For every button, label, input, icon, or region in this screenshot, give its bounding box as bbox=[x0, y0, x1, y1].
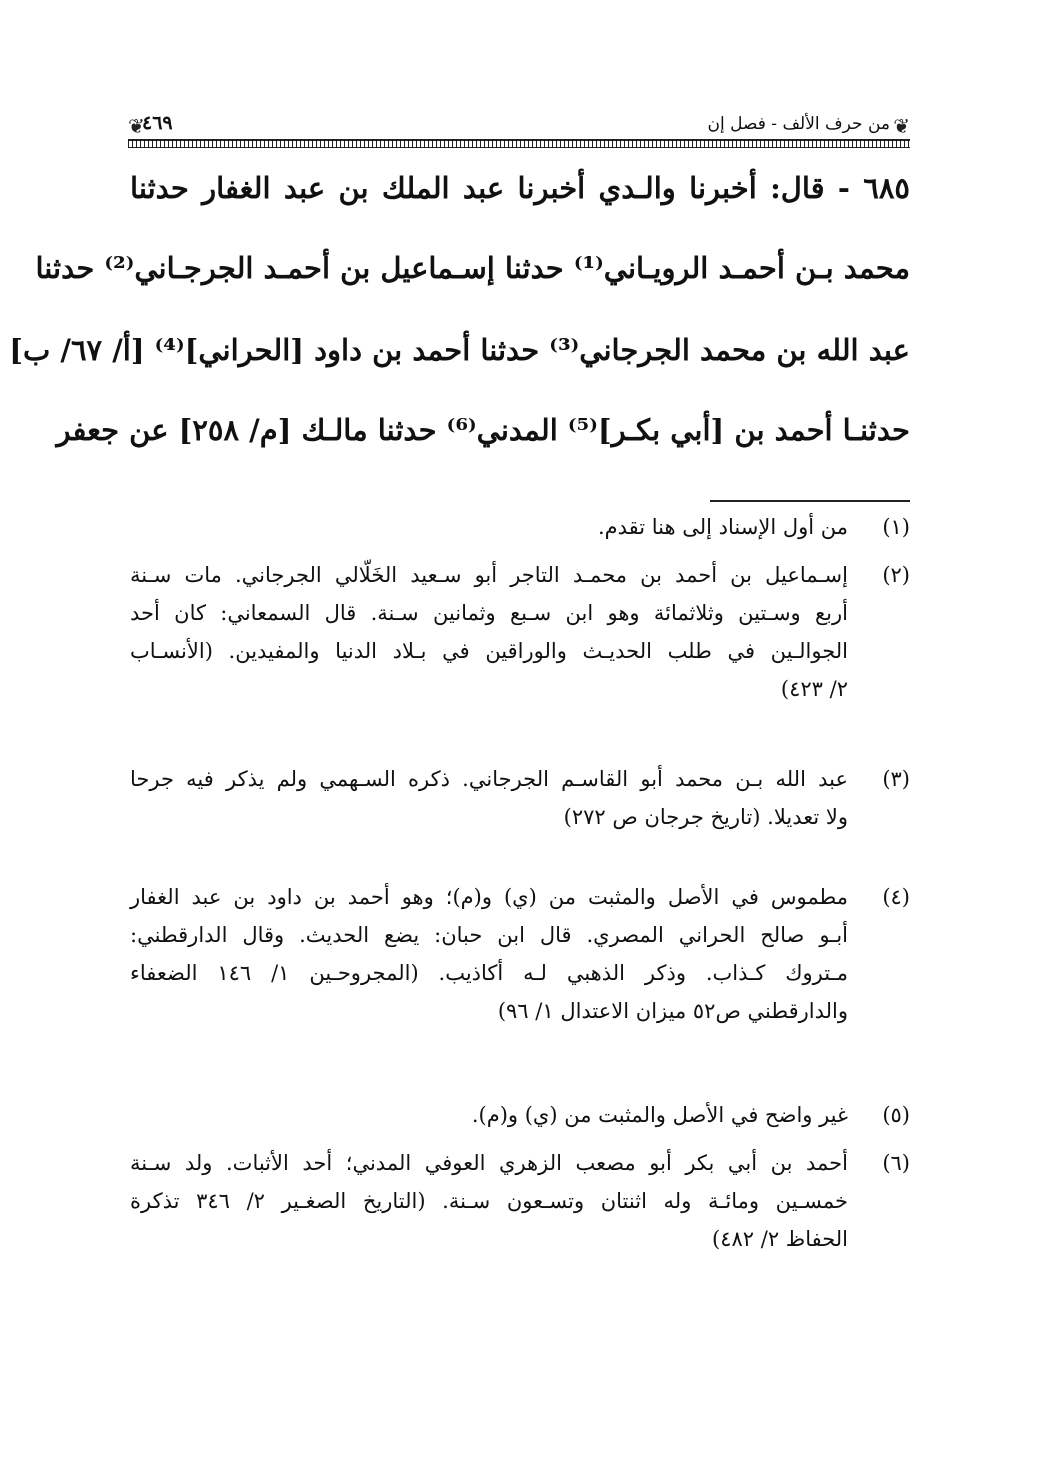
footnote-line: أربع وسـتين وثلاثمائة وهو ابن سـبع وثمانين سـنة. قال السمعاني: كان أحد bbox=[130, 601, 848, 625]
ornament-right-icon: ❦ bbox=[893, 114, 910, 138]
footnote-line: الحفاظ ٢/ ٤٨٢) bbox=[712, 1227, 848, 1251]
running-header bbox=[128, 108, 910, 148]
footnote-separator bbox=[710, 500, 910, 502]
footnote-line: مطموس في الأصل والمثبت من (ي) و(م)؛ وهو أحمد بن داود بن عبد الغفار bbox=[130, 885, 848, 909]
footnote-line: غير واضح في الأصل والمثبت من (ي) و(م). bbox=[471, 1103, 848, 1127]
footnote-number: (٥) bbox=[882, 1103, 910, 1127]
footnote-line: ولا تعديلا. (تاريخ جرجان ص ٢٧٢) bbox=[563, 805, 848, 829]
footnote-line: أبـو صالح الحراني المصري. قال ابن حبان: يضع الحديث. وقال الدارقطني: bbox=[130, 923, 848, 947]
ornament-left-icon: ❦ bbox=[128, 114, 145, 138]
footnote-number: (٣) bbox=[882, 767, 910, 791]
main-line: محمد بـن أحمـد الرويـاني⁽¹⁾ حدثنا إسـماعيل بن أحمـد الجرجـاني⁽²⁾ حدثنا bbox=[35, 251, 910, 285]
header-rule bbox=[128, 139, 910, 148]
main-line: عبد الله بن محمد الجرجاني⁽³⁾ حدثنا أحمد بن داود [الحراني]⁽⁴⁾ [أ/ ٦٧/ ب] bbox=[9, 333, 910, 367]
footnote-number: (٤) bbox=[882, 885, 910, 909]
footnote-number: (٢) bbox=[882, 563, 910, 587]
footnote-number: (٦) bbox=[882, 1151, 910, 1175]
footnote-line: خمسـين ومائـة وله اثنتان وتسـعون سـنة. (التاريخ الصغـير ٢/ ٣٤٦ تذكرة bbox=[130, 1189, 848, 1213]
main-line: حدثنـا أحمد بن [أبي بكـر]⁽⁵⁾ المدني⁽⁶⁾ حدثنا مالـك [م/ ٢٥٨] عن جعفر bbox=[56, 413, 910, 447]
header-title: من حرف الألف - فصل إن bbox=[707, 114, 890, 134]
page-number: ٤٦٩ bbox=[142, 112, 173, 134]
footnote-line: إسـماعيل بن أحمد بن محمـد التاجر أبو سـعيد الخَلّالي الجرجاني. مات سـنة bbox=[130, 563, 848, 587]
main-line: ٦٨٥ - قال: أخبرنا والـدي أخبرنا عبد الملك بن عبد الغفار حدثنا bbox=[130, 171, 910, 205]
footnote-line: مـتروك كـذاب. وذكر الذهبي لـه أكاذيب. (المجروحـين ١/ ١٤٦ الضعفاء bbox=[130, 961, 848, 985]
footnote-line: من أول الإسناد إلى هنا تقدم. bbox=[597, 515, 848, 539]
footnote-line: أحمد بن أبي بكر أبو مصعب الزهري العوفي المدني؛ أحد الأثبات. ولد سـنة bbox=[130, 1151, 848, 1175]
footnote-line: والدارقطني ص٥٢ ميزان الاعتدال ١/ ٩٦) bbox=[497, 999, 848, 1023]
footnote-number: (١) bbox=[882, 515, 910, 539]
footnote-line: عبد الله بـن محمد أبو القاسـم الجرجاني. ذكره السـهمي ولم يذكر فيه جرحا bbox=[130, 767, 848, 791]
footnote-line: ٢/ ٤٢٣) bbox=[780, 677, 848, 701]
footnote-line: الجوالـين في طلب الحديـث والوراقين في بـلاد الدنيا والمفيدين. (الأنسـاب bbox=[130, 639, 848, 663]
